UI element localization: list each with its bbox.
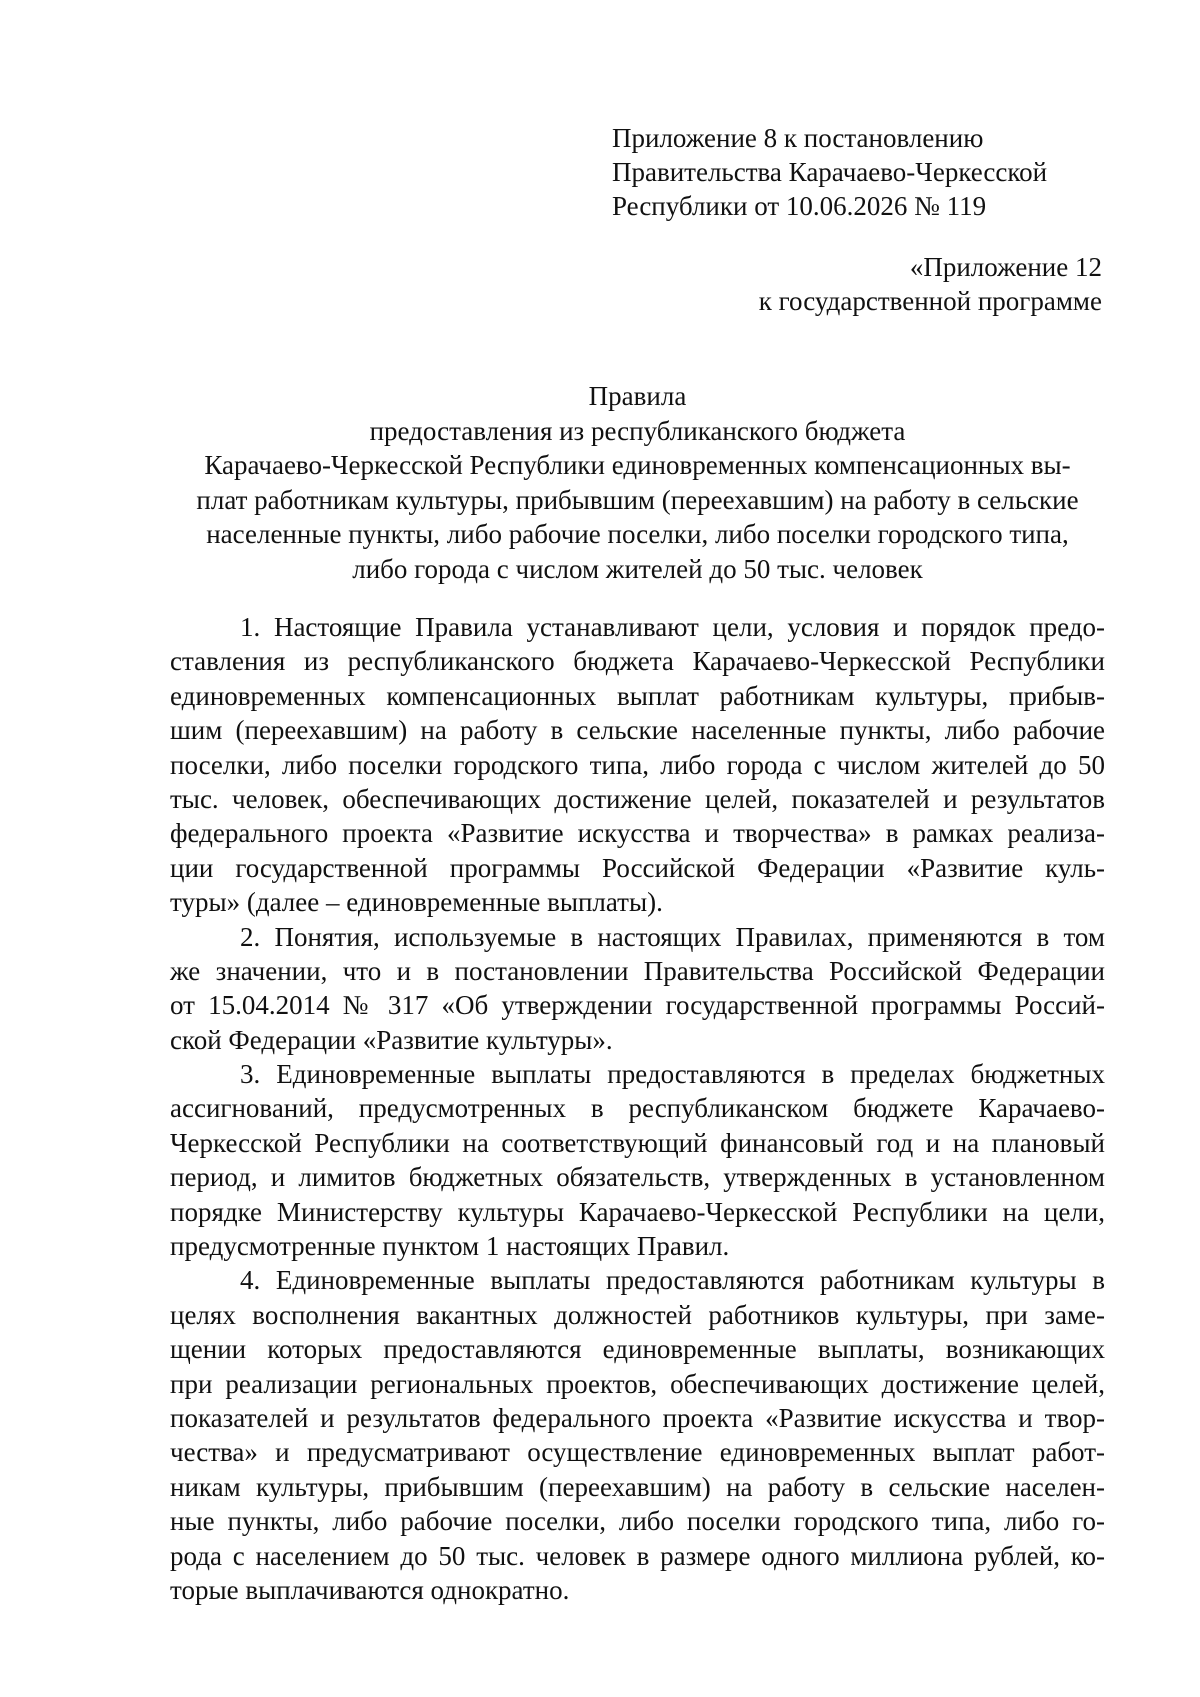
text-line: ассигнований, предусмотренных в республиканском бюджете Карачаево- bbox=[170, 1093, 1105, 1124]
paragraph-4 bbox=[170, 1263, 1105, 1607]
annex-header bbox=[759, 250, 1102, 318]
text-line: ции государственной программы Российской Федерации «Развитие куль- bbox=[170, 852, 1105, 883]
text-line: торые выплачиваются однократно. bbox=[170, 1574, 570, 1605]
title-line: населенные пункты, либо рабочие поселки, либо поселки городского типа, bbox=[206, 519, 1069, 549]
title-line: либо города с числом жителей до 50 тыс. человек bbox=[352, 553, 923, 584]
title-line: плат работникам культуры, прибывшим (переехавшим) на работу в сельские bbox=[196, 484, 1079, 515]
approval-line: Правительства Карачаево-Черкесской bbox=[612, 157, 1048, 187]
text-line: ской Федерации «Развитие культуры». bbox=[170, 1024, 613, 1055]
approval-line: Республики от 10.06.2026 № 119 bbox=[612, 191, 987, 221]
title-line: Правила bbox=[588, 381, 687, 411]
text-line: порядке Министерству культуры Карачаево-Черкесской Республики на цели, bbox=[170, 1196, 1105, 1227]
text-line: 2. Понятия, используемые в настоящих Правилах, применяются в том bbox=[240, 921, 1105, 952]
text-line: период, и лимитов бюджетных обязательств, утвержденных в установленном bbox=[170, 1162, 1105, 1193]
text-line: 4. Единовременные выплаты предоставляются работникам культуры в bbox=[240, 1265, 1105, 1296]
text-line: щении которых предоставляются единовременные выплаты, возникающих bbox=[170, 1334, 1105, 1365]
text-line: единовременных компенсационных выплат работникам культуры, прибыв- bbox=[170, 680, 1105, 711]
text-line: рода с населением до 50 тыс. человек в размере одного миллиона рублей, ко- bbox=[170, 1540, 1105, 1571]
paragraph-1 bbox=[170, 610, 1105, 920]
paragraph-2 bbox=[170, 920, 1105, 1058]
annex-line: к государственной программе bbox=[758, 286, 1102, 316]
text-line: от 15.04.2014 № 317 «Об утверждении государственной программы Россий- bbox=[170, 990, 1105, 1021]
text-line: показателей и результатов федерального проекта «Развитие искусства и твор- bbox=[170, 1402, 1105, 1433]
title-line: Карачаево-Черкесской Республики единовременных компенсационных вы- bbox=[204, 450, 1071, 480]
text-line: 1. Настоящие Правила устанавливают цели, условия и порядок предо- bbox=[240, 612, 1105, 642]
text-line: 3. Единовременные выплаты предоставляются в пределах бюджетных bbox=[240, 1059, 1105, 1090]
title-line: предоставления из республиканского бюджета bbox=[369, 415, 906, 446]
paragraph-3 bbox=[170, 1057, 1105, 1263]
approval-header bbox=[612, 121, 1047, 223]
text-line: целях восполнения вакантных должностей работников культуры, при заме- bbox=[170, 1299, 1105, 1330]
document-body bbox=[170, 610, 1105, 1607]
text-line: туры» (далее – единовременные выплаты). bbox=[170, 887, 663, 918]
text-line: предусмотренные пунктом 1 настоящих Правил. bbox=[170, 1231, 730, 1262]
text-line: поселки, либо поселки городского типа, либо города с числом жителей до 50 bbox=[170, 749, 1105, 780]
document-title bbox=[170, 379, 1105, 586]
annex-line: «Приложение 12 bbox=[909, 252, 1102, 282]
text-line: Черкесской Республики на соответствующий финансовый год и на плановый bbox=[170, 1127, 1105, 1158]
text-line: ставления из республиканского бюджета Карачаево-Черкесской Республики bbox=[170, 646, 1105, 677]
text-line: тыс. человек, обеспечивающих достижение целей, показателей и результатов bbox=[170, 783, 1105, 814]
text-line: ные пункты, либо рабочие поселки, либо поселки городского типа, либо го- bbox=[170, 1506, 1105, 1537]
approval-line: Приложение 8 к постановлению bbox=[612, 123, 984, 153]
text-line: же значении, что и в постановлении Правительства Российской Федерации bbox=[170, 955, 1105, 986]
text-line: при реализации региональных проектов, обеспечивающих достижение целей, bbox=[170, 1368, 1105, 1399]
text-line: федерального проекта «Развитие искусства и творчества» в рамках реализа- bbox=[170, 818, 1105, 849]
text-line: чества» и предусматривают осуществление единовременных выплат работ- bbox=[170, 1437, 1105, 1468]
text-line: никам культуры, прибывшим (переехавшим) на работу в сельские населен- bbox=[170, 1471, 1105, 1502]
text-line: шим (переехавшим) на работу в сельские населенные пункты, либо рабочие bbox=[170, 715, 1105, 746]
